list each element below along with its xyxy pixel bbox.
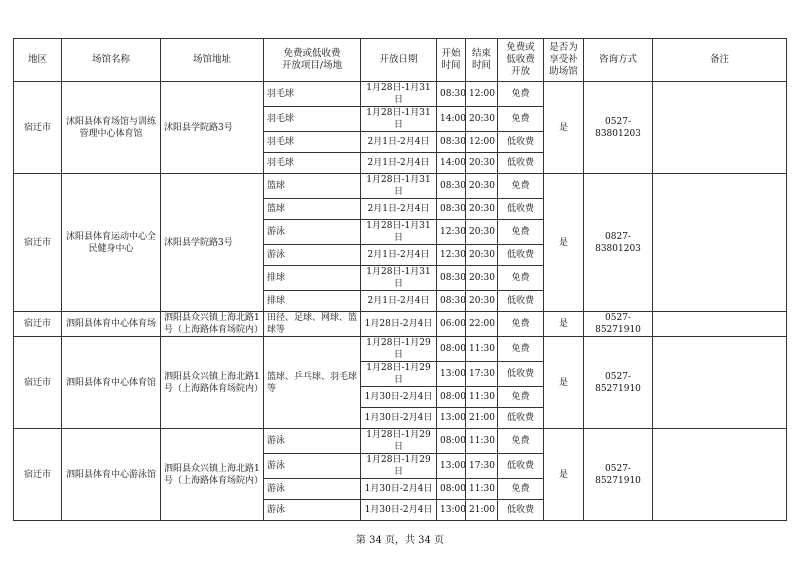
start-time-cell: 14:00 [437, 153, 466, 174]
project-cell: 排球 [264, 291, 361, 312]
fee-cell: 免费 [498, 387, 544, 408]
fee-cell: 免费 [498, 174, 544, 199]
end-time-cell: 20:30 [466, 174, 498, 199]
date-cell: 1月28日-1月31日 [361, 107, 437, 132]
note-cell [653, 174, 787, 312]
end-time-cell: 22:00 [466, 312, 498, 337]
project-cell: 篮球 [264, 174, 361, 199]
address-cell: 泗阳县众兴镇上海北路1号（上海路体育场院内） [161, 337, 264, 429]
venue-name-cell: 沭阳县体育场馆与训练管理中心体育馆 [62, 82, 161, 174]
start-time-cell: 13:00 [437, 408, 466, 429]
fee-cell: 低收费 [498, 199, 544, 220]
end-time-cell: 20:30 [466, 291, 498, 312]
project-cell: 羽毛球 [264, 82, 361, 107]
start-time-cell: 08:30 [437, 174, 466, 199]
end-time-cell: 20:30 [466, 107, 498, 132]
header-region: 地区 [14, 39, 62, 82]
table-row [14, 429, 787, 454]
project-cell: 游泳 [264, 479, 361, 500]
fee-cell: 免费 [498, 82, 544, 107]
date-cell: 1月28日-1月29日 [361, 337, 437, 362]
fee-cell: 免费 [498, 479, 544, 500]
fee-cell: 免费 [498, 266, 544, 291]
region-cell: 宿迁市 [14, 174, 62, 312]
project-cell: 羽毛球 [264, 153, 361, 174]
venue-name-cell: 沭阳县体育运动中心全民健身中心 [62, 174, 161, 312]
start-time-cell: 08:30 [437, 266, 466, 291]
end-time-cell: 11:30 [466, 387, 498, 408]
end-time-cell: 12:00 [466, 132, 498, 153]
date-cell: 1月28日-1月29日 [361, 362, 437, 387]
note-cell [653, 312, 787, 337]
header-project: 免费或低收费 开放项目/场地 [264, 39, 361, 82]
project-cell: 游泳 [264, 245, 361, 266]
region-cell: 宿迁市 [14, 429, 62, 521]
end-time-cell: 11:30 [466, 337, 498, 362]
contact-cell: 0527-85271910 [584, 429, 653, 521]
venue-table-body [14, 82, 787, 521]
start-time-cell: 08:30 [437, 291, 466, 312]
subsidy-cell: 是 [544, 82, 584, 174]
end-time-cell: 11:30 [466, 429, 498, 454]
subsidy-cell: 是 [544, 429, 584, 521]
date-cell: 1月28日-1月29日 [361, 454, 437, 479]
end-time-cell: 11:30 [466, 479, 498, 500]
venue-name-cell: 泗阳县体育中心游泳馆 [62, 429, 161, 521]
fee-cell: 免费 [498, 220, 544, 245]
table-row [14, 82, 787, 107]
date-cell: 2月1日-2月4日 [361, 291, 437, 312]
start-time-cell: 12:30 [437, 245, 466, 266]
address-cell: 沭阳县学院路3号 [161, 82, 264, 174]
venue-table [13, 38, 787, 521]
table-row [14, 312, 787, 337]
fee-cell: 低收费 [498, 362, 544, 387]
region-cell: 宿迁市 [14, 312, 62, 337]
start-time-cell: 06:00 [437, 312, 466, 337]
start-time-cell: 08:00 [437, 479, 466, 500]
start-time-cell: 08:00 [437, 337, 466, 362]
date-cell: 1月30日-2月4日 [361, 387, 437, 408]
project-cell: 篮球、乒乓球、羽毛球等 [264, 337, 361, 429]
contact-cell: 0527-85271910 [584, 312, 653, 337]
fee-cell: 免费 [498, 107, 544, 132]
venue-name-cell: 泗阳县体育中心体育场 [62, 312, 161, 337]
date-cell: 2月1日-2月4日 [361, 153, 437, 174]
header-date: 开放日期 [361, 39, 437, 82]
date-cell: 2月1日-2月4日 [361, 199, 437, 220]
fee-cell: 免费 [498, 312, 544, 337]
note-cell [653, 429, 787, 521]
fee-cell: 低收费 [498, 245, 544, 266]
date-cell: 1月28日-1月31日 [361, 266, 437, 291]
start-time-cell: 08:30 [437, 199, 466, 220]
header-end-time: 结束 时间 [466, 39, 498, 82]
end-time-cell: 12:00 [466, 82, 498, 107]
subsidy-cell: 是 [544, 174, 584, 312]
subsidy-cell: 是 [544, 312, 584, 337]
fee-cell: 低收费 [498, 408, 544, 429]
end-time-cell: 17:30 [466, 362, 498, 387]
header-address: 场馆地址 [161, 39, 264, 82]
date-cell: 1月28日-2月4日 [361, 312, 437, 337]
project-cell: 田径、足球、网球、篮球等 [264, 312, 361, 337]
start-time-cell: 12:30 [437, 220, 466, 245]
header-venue-name: 场馆名称 [62, 39, 161, 82]
fee-cell: 低收费 [498, 153, 544, 174]
venue-name-cell: 泗阳县体育中心体育馆 [62, 337, 161, 429]
header-subsidy: 是否为 享受补 助场馆 [544, 39, 584, 82]
address-cell: 沭阳县学院路3号 [161, 174, 264, 312]
project-cell: 游泳 [264, 454, 361, 479]
contact-cell: 0527-83801203 [584, 82, 653, 174]
header-note: 备注 [653, 39, 787, 82]
end-time-cell: 20:30 [466, 199, 498, 220]
page-footer: 第 34 页，共 34 页 [355, 535, 445, 546]
date-cell: 1月28日-1月31日 [361, 174, 437, 199]
note-cell [653, 337, 787, 429]
end-time-cell: 21:00 [466, 500, 498, 521]
fee-cell: 低收费 [498, 291, 544, 312]
fee-cell: 免费 [498, 429, 544, 454]
date-cell: 1月28日-1月31日 [361, 220, 437, 245]
end-time-cell: 21:00 [466, 408, 498, 429]
table-row [14, 174, 787, 199]
project-cell: 游泳 [264, 500, 361, 521]
start-time-cell: 08:00 [437, 429, 466, 454]
end-time-cell: 20:30 [466, 220, 498, 245]
address-cell: 泗阳县众兴镇上海北路1号（上海路体育场院内） [161, 429, 264, 521]
header-start-time: 开始 时间 [437, 39, 466, 82]
subsidy-cell: 是 [544, 337, 584, 429]
end-time-cell: 20:30 [466, 245, 498, 266]
date-cell: 1月30日-2月4日 [361, 500, 437, 521]
header-fee: 免费或 低收费 开放 [498, 39, 544, 82]
start-time-cell: 14:00 [437, 107, 466, 132]
date-cell: 1月30日-2月4日 [361, 479, 437, 500]
contact-cell: 0527-85271910 [584, 337, 653, 429]
start-time-cell: 13:00 [437, 362, 466, 387]
start-time-cell: 08:30 [437, 82, 466, 107]
project-cell: 篮球 [264, 199, 361, 220]
region-cell: 宿迁市 [14, 82, 62, 174]
project-cell: 羽毛球 [264, 132, 361, 153]
header-contact: 咨询方式 [584, 39, 653, 82]
project-cell: 游泳 [264, 220, 361, 245]
project-cell: 羽毛球 [264, 107, 361, 132]
start-time-cell: 08:30 [437, 132, 466, 153]
contact-cell: 0827-83801203 [584, 174, 653, 312]
address-cell: 泗阳县众兴镇上海北路1号（上海路体育场院内） [161, 312, 264, 337]
fee-cell: 低收费 [498, 500, 544, 521]
date-cell: 1月28日-1月31日 [361, 82, 437, 107]
end-time-cell: 17:30 [466, 454, 498, 479]
project-cell: 排球 [264, 266, 361, 291]
start-time-cell: 13:00 [437, 454, 466, 479]
header-row [14, 39, 787, 82]
fee-cell: 低收费 [498, 132, 544, 153]
project-cell: 游泳 [264, 429, 361, 454]
date-cell: 1月30日-2月4日 [361, 408, 437, 429]
date-cell: 2月1日-2月4日 [361, 245, 437, 266]
region-cell: 宿迁市 [14, 337, 62, 429]
start-time-cell: 13:00 [437, 500, 466, 521]
note-cell [653, 82, 787, 174]
end-time-cell: 20:30 [466, 153, 498, 174]
start-time-cell: 08:00 [437, 387, 466, 408]
table-row [14, 337, 787, 362]
fee-cell: 免费 [498, 337, 544, 362]
fee-cell: 低收费 [498, 454, 544, 479]
date-cell: 1月28日-1月29日 [361, 429, 437, 454]
end-time-cell: 20:30 [466, 266, 498, 291]
date-cell: 2月1日-2月4日 [361, 132, 437, 153]
